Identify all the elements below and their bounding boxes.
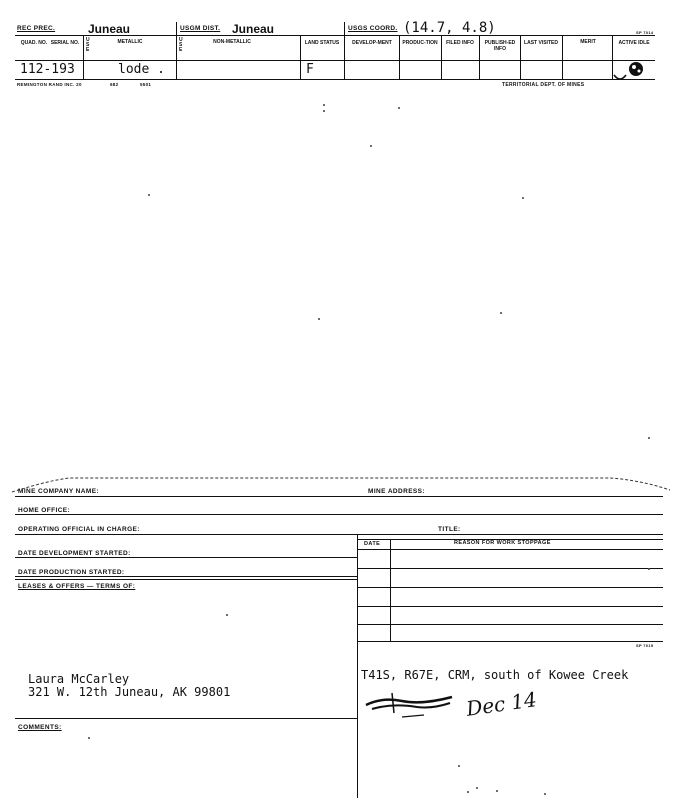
separator [399, 35, 400, 79]
mine-address-label: MINE ADDRESS: [368, 488, 425, 495]
mine-company-line [15, 496, 663, 497]
rec-prec-value: Juneau [88, 22, 131, 36]
speck [88, 737, 90, 739]
table-header-line [357, 549, 663, 550]
speck [148, 194, 150, 196]
speck [323, 110, 325, 112]
mine-company-name-label: MINE COMPANY NAME: [18, 488, 99, 495]
date-production-started-label: DATE PRODUCTION STARTED: [18, 569, 125, 576]
use-letters-metallic: U S E [86, 37, 90, 53]
form-code-lower: SP 7015 [636, 643, 654, 648]
separator [176, 22, 177, 79]
separator [441, 35, 442, 79]
dept-text: TERRITORIAL DEPT. OF MINES [502, 82, 585, 88]
use-letters-nonmetallic: U S E [179, 37, 183, 53]
date-column-header: DATE [364, 541, 381, 547]
operating-official-label: OPERATING OFFICIAL IN CHARGE: [18, 526, 140, 533]
speck [323, 104, 325, 106]
separator [562, 35, 563, 79]
reason-column-header: REASON FOR WORK STOPPAGE [454, 540, 551, 546]
operating-official-line [15, 534, 663, 535]
production-header: PRODUC-TION [402, 40, 438, 46]
land-status-header: LAND STATUS [304, 40, 340, 46]
printer-code2: 5501 [140, 82, 152, 87]
header-row-bottom-line [15, 60, 655, 61]
speck [398, 107, 400, 109]
punch-mark-icon [610, 55, 650, 87]
usgm-dist-label: USGM DIST. [180, 25, 221, 32]
speck [467, 791, 469, 793]
table-row-line [357, 568, 663, 569]
quad-serial-value: 112-193 [20, 62, 75, 77]
speck [544, 793, 546, 795]
speck [318, 318, 320, 320]
comments-label: COMMENTS: [18, 724, 62, 731]
home-office-line [15, 514, 663, 515]
table-row-line [357, 606, 663, 607]
form-code-top: SP 7014 [636, 30, 654, 35]
card-top-edge [10, 474, 675, 496]
table-date-separator [390, 539, 391, 641]
comments-top-line [15, 718, 357, 719]
non-metallic-header: NON-METALLIC [213, 39, 251, 45]
speck [648, 437, 650, 439]
published-info-header: PUBLISH-ED INFO [484, 40, 516, 52]
usgm-dist-value: Juneau [232, 22, 275, 36]
speck [496, 790, 498, 792]
last-visited-header: LAST VISITED [524, 40, 558, 46]
date-prod-line [15, 576, 357, 577]
rec-prec-label: REC PREC. [17, 25, 56, 32]
speck [370, 145, 372, 147]
speck [500, 312, 502, 314]
speck [476, 787, 478, 789]
table-bottom-line [357, 641, 663, 642]
active-idle-header: ACTIVE IDLE [618, 40, 650, 46]
separator [520, 35, 521, 79]
table-row-line [357, 624, 663, 625]
handwritten-strikeout-icon [362, 683, 462, 723]
development-header: DEVELOP-MENT [352, 40, 392, 46]
separator [83, 35, 84, 79]
separator [300, 35, 301, 79]
location-description: T41S, R67E, CRM, south of Kowee Creek [361, 668, 629, 682]
speck [648, 568, 650, 570]
table-left-border [357, 534, 358, 798]
date-dev-line [15, 557, 357, 558]
quad-no-header: QUAD. NO. [20, 40, 48, 46]
record-row-bottom-line [15, 79, 655, 80]
home-office-label: HOME OFFICE: [18, 507, 71, 514]
owner-name: Laura McCarley [28, 672, 130, 686]
metallic-header: METALLIC [117, 39, 143, 45]
serial-no-header: SERIAL NO. [50, 40, 80, 46]
date-prod-line-double [15, 579, 357, 580]
owner-address: 321 W. 12th Juneau, AK 99801 [28, 685, 231, 699]
table-row-line [357, 587, 663, 588]
speck [522, 197, 524, 199]
printer-text: REMINGTON RAND INC. 20 [17, 82, 82, 87]
printer-code1: 682 [110, 82, 119, 87]
separator [479, 35, 480, 79]
leases-offers-label: LEASES & OFFERS — TERMS OF: [18, 583, 136, 590]
usgs-coord-value: (14.7, 4.8) [403, 20, 496, 36]
land-status-value: F [306, 62, 314, 77]
title-label: TITLE: [438, 526, 461, 533]
speck [458, 765, 460, 767]
metallic-value: lode . [118, 62, 165, 77]
handwritten-date: Dec 14 [464, 687, 539, 721]
usgs-coord-label: USGS COORD. [348, 25, 398, 32]
merit-header: MERIT [580, 39, 596, 45]
date-development-started-label: DATE DEVELOPMENT STARTED: [18, 550, 131, 557]
filed-info-header: FILED INFO [446, 40, 474, 46]
separator [344, 22, 345, 79]
speck [226, 614, 228, 616]
